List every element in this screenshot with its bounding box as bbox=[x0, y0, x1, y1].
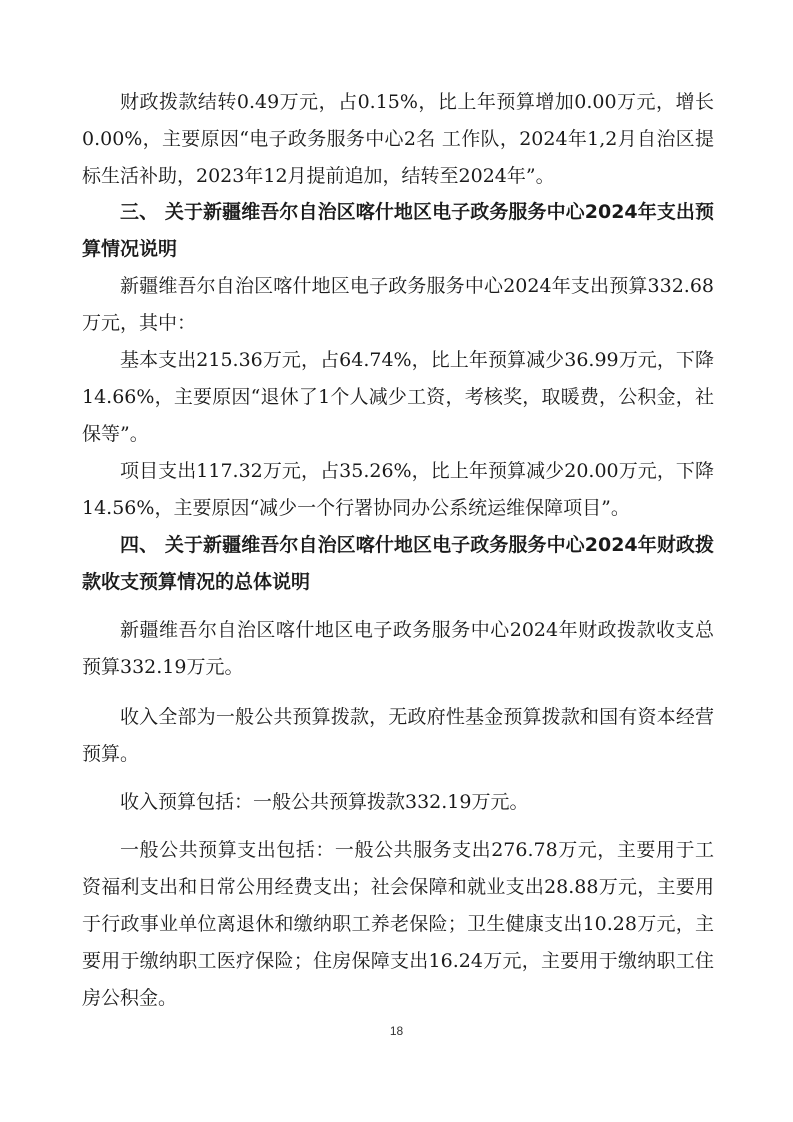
section-3-heading: 三、 关于新疆维吾尔自治区喀什地区电子政务服务中心2024年支出预算情况说明 bbox=[82, 201, 714, 260]
paragraph-income-budget: 收入预算包括：一般公共预算拨款332.19万元。 bbox=[120, 791, 529, 813]
section-4-heading: 四、 关于新疆维吾尔自治区喀什地区电子政务服务中心2024年财政拨款收支预算情况的总体说明 bbox=[82, 534, 714, 593]
page-number: 18 bbox=[389, 1024, 404, 1038]
paragraph-income-all: 收入全部为一般公共预算拨款，无政府性基金预算拨款和国有资本经营预算。 bbox=[82, 706, 714, 765]
paragraph-section-4-intro: 新疆维吾尔自治区喀什地区电子政务服务中心2024年财政拨款收支总预算332.19万元。 bbox=[82, 619, 714, 678]
paragraph-carryover: 财政拨款结转0.49万元，占0.15%，比上年预算增加0.00万元，增长0.00%，主要原因“电子政务服务中心2名 工作队，2024年1,2月自治区提标生活补助，2023年12月提前追加，结转至2024年”。 bbox=[82, 91, 714, 187]
paragraph-section-3-intro: 新疆维吾尔自治区喀什地区电子政务服务中心2024年支出预算332.68万元，其中： bbox=[82, 275, 714, 334]
paragraph-general-public-expense: 一般公共预算支出包括：一般公共服务支出276.78万元，主要用于工资福利支出和日常公用经费支出；社会保障和就业支出28.88万元，主要用于行政事业单位离退休和缴纳职工养老保险；卫生健康支出10.28万元，主要用于缴纳职工医疗保险；住房保障支出16.24万元，主要用于缴纳职工住房公积金。 bbox=[82, 839, 714, 1009]
paragraph-basic-expense: 基本支出215.36万元，占64.74%，比上年预算减少36.99万元，下降14.66%，主要原因“退休了1个人减少工资，考核奖，取暖费，公积金，社保等”。 bbox=[82, 349, 714, 445]
paragraph-project-expense: 项目支出117.32万元，占35.26%，比上年预算减少20.00万元，下降14.56%，主要原因“减少一个行署协同办公系统运维保障项目”。 bbox=[82, 460, 714, 519]
